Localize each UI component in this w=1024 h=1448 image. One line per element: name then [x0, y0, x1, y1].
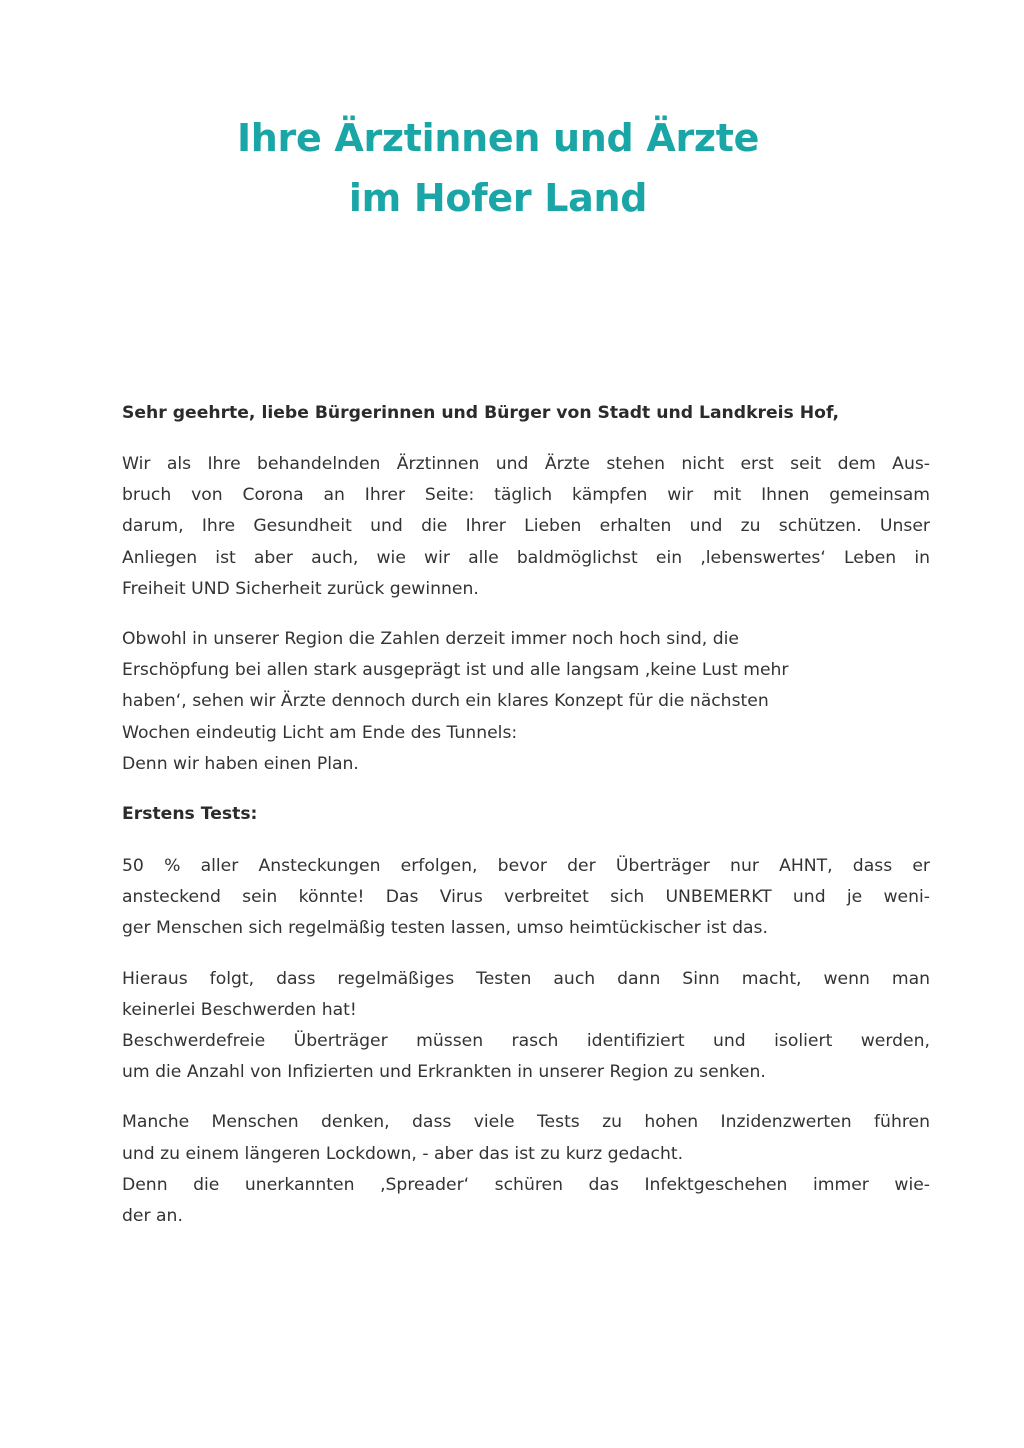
paragraph-tests-3: [122, 1107, 930, 1232]
paragraph-tests-1: [122, 851, 930, 945]
greeting: Sehr geehrte, liebe Bürgerinnen und Bürger von Stadt und Landkreis Hof,: [122, 403, 840, 423]
paragraph-intro: [122, 449, 930, 605]
paragraph-line: Denn die unerkannten ‚Spreader‘ schüren das Infektgeschehen immer wie-: [122, 1174, 930, 1195]
paragraph-line: ansteckend sein könnte! Das Virus verbreitet sich UNBEMERKT und je weni-: [122, 887, 930, 908]
paragraph-line: Denn wir haben einen Plan.: [122, 753, 359, 774]
paragraph-line: Hieraus folgt, dass regelmäßiges Testen auch dann Sinn macht, wenn man: [122, 968, 930, 989]
paragraph-line: Freiheit UND Sicherheit zurück gewinnen.: [122, 578, 479, 599]
title-line-1: Ihre Ärztinnen und Ärzte: [236, 116, 760, 160]
paragraph-line: Anliegen ist aber auch, wie wir alle baldmöglichst ein ‚lebenswertes‘ Leben in: [122, 547, 930, 568]
paragraph-line: haben‘, sehen wir Ärzte dennoch durch ein klares Konzept für die nächsten: [122, 691, 769, 712]
paragraph-line: Beschwerdefreie Überträger müssen rasch identifiziert und isoliert werden,: [122, 1031, 930, 1052]
paragraph-line: darum, Ihre Gesundheit und die Ihrer Lieben erhalten und zu schützen. Unser: [122, 516, 930, 537]
title-line-2: im Hofer Land: [348, 176, 648, 220]
paragraph-line: ger Menschen sich regelmäßig testen lassen, umso heimtückischer ist das.: [122, 918, 768, 939]
paragraph-tests-2: [122, 964, 930, 1089]
section-heading: Erstens Tests:: [122, 804, 258, 825]
paragraph-line: Wochen eindeutig Licht am Ende des Tunnels:: [122, 722, 518, 743]
paragraph-line: Erschöpfung bei allen stark ausgeprägt ist und alle langsam ‚keine Lust mehr: [122, 660, 789, 681]
paragraph-line: 50 % aller Ansteckungen erfolgen, bevor der Überträger nur AHNT, dass er: [122, 856, 930, 877]
paragraph-line: Manche Menschen denken, dass viele Tests zu hohen Inzidenzwerten führen: [122, 1112, 930, 1133]
paragraph-line: Obwohl in unserer Region die Zahlen derzeit immer noch hoch sind, die: [122, 629, 739, 650]
paragraph-line: der an.: [122, 1206, 183, 1227]
paragraph-plan: [122, 624, 930, 780]
paragraph-line: und zu einem längeren Lockdown, - aber das ist zu kurz gedacht.: [122, 1143, 684, 1164]
page-title: [0, 108, 996, 228]
paragraph-line: Wir als Ihre behandelnden Ärztinnen und Ärzte stehen nicht erst seit dem Aus-: [122, 454, 930, 474]
paragraph-line: bruch von Corona an Ihrer Seite: täglich kämpfen wir mit Ihnen gemeinsam: [122, 485, 930, 506]
letter-body: [122, 398, 930, 1251]
paragraph-line: um die Anzahl von Infizierten und Erkrankten in unserer Region zu senken.: [122, 1062, 766, 1083]
paragraph-line: keinerlei Beschwerden hat!: [122, 999, 357, 1020]
